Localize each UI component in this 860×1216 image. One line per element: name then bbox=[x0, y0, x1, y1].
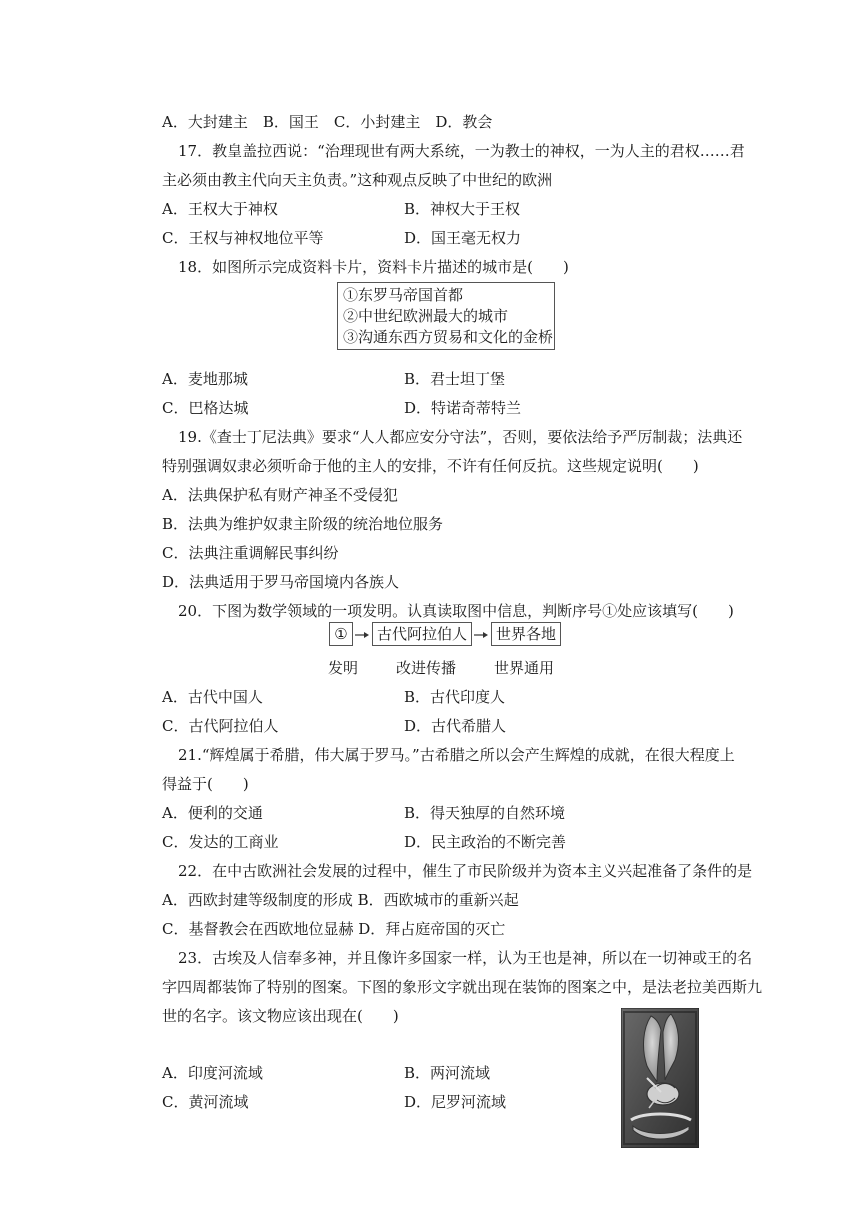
q21-stem-line1: 21.“辉煌属于希腊，伟大属于罗马。”古希腊之所以会产生辉煌的成就，在很大程度上 bbox=[178, 746, 735, 764]
q23-option-c: C．黄河流域 bbox=[162, 1093, 249, 1111]
q17-option-a: A．王权大于神权 bbox=[162, 200, 278, 218]
q23-option-b: B．两河流域 bbox=[404, 1064, 491, 1082]
q18-option-c: C．巴格达城 bbox=[162, 399, 249, 417]
info-card-line: ①东罗马帝国首都 bbox=[343, 286, 464, 304]
q21-option-c: C．发达的工商业 bbox=[162, 833, 279, 851]
flow-box-1: ① bbox=[329, 622, 353, 646]
q23-stem-line2: 字四周都装饰了特别的图案。下图的象形文字就出现在装饰的图案之中，是法老拉美西斯九 bbox=[162, 978, 763, 996]
arrow-right-icon bbox=[474, 630, 488, 640]
q21-option-b: B．得天独厚的自然环境 bbox=[404, 804, 566, 822]
info-card-line: ②中世纪欧洲最大的城市 bbox=[343, 307, 509, 325]
q17-option-b: B．神权大于王权 bbox=[404, 200, 521, 218]
q19-option-d: D．法典适用于罗马帝国境内各族人 bbox=[162, 573, 400, 591]
q21-stem-line2: 得益于( ) bbox=[162, 775, 249, 793]
info-card-line: ③沟通东西方贸易和文化的金桥 bbox=[343, 328, 554, 346]
q23-stem-line3: 世的名字。该文物应该出现在( ) bbox=[162, 1007, 399, 1025]
q17-option-d: D．国王毫无权力 bbox=[404, 229, 522, 247]
q19-option-b: B．法典为维护奴隶主阶级的统治地位服务 bbox=[162, 515, 444, 533]
q18-option-b: B．君士坦丁堡 bbox=[404, 370, 506, 388]
arrow-right-icon bbox=[355, 630, 369, 640]
q23-option-a: A．印度河流域 bbox=[162, 1064, 263, 1082]
flow-caption: 世界通用 bbox=[494, 659, 555, 677]
q18-stem: 18．如图所示完成资料卡片，资料卡片描述的城市是( ) bbox=[178, 258, 569, 276]
q18-option-a: A．麦地那城 bbox=[162, 370, 248, 388]
q16-options: A．大封建主 B．国王 C．小封建主 D．教会 bbox=[162, 113, 493, 131]
q19-stem-line2: 特别强调奴隶必须听命于他的主人的安排，不许有任何反抗。这些规定说明( ) bbox=[162, 457, 699, 475]
hieroglyph-stone-image bbox=[621, 1008, 699, 1148]
q20-option-c: C．古代阿拉伯人 bbox=[162, 717, 279, 735]
q17-option-c: C．王权与神权地位平等 bbox=[162, 229, 324, 247]
flow-box-3: 世界各地 bbox=[491, 622, 561, 646]
q23-option-d: D．尼罗河流域 bbox=[404, 1093, 507, 1111]
q20-option-b: B．古代印度人 bbox=[404, 688, 506, 706]
q20-stem: 20．下图为数学领域的一项发明。认真读取图中信息，判断序号①处应该填写( ) bbox=[178, 602, 734, 620]
q20-option-d: D．古代希腊人 bbox=[404, 717, 507, 735]
flow-caption: 改进传播 bbox=[396, 659, 457, 677]
q18-option-d: D．特诺奇蒂特兰 bbox=[404, 399, 522, 417]
q21-option-d: D．民主政治的不断完善 bbox=[404, 833, 567, 851]
q23-stem-line1: 23．古埃及人信奉多神，并且像许多国家一样，认为王也是神，所以在一切神或王的名 bbox=[178, 949, 753, 967]
info-card bbox=[337, 282, 555, 350]
q17-stem-line1: 17．教皇盖拉西说：“治理现世有两大系统，一为教士的神权，一为人主的君权……君 bbox=[178, 142, 745, 160]
flow-caption: 发明 bbox=[328, 659, 359, 677]
q17-stem-line2: 主必须由教主代向天主负责。”这种观点反映了中世纪的欧洲 bbox=[162, 171, 553, 189]
q19-option-a: A．法典保护私有财产神圣不受侵犯 bbox=[162, 486, 398, 504]
q22-options-cd: C．基督教会在西欧地位显赫 D．拜占庭帝国的灭亡 bbox=[162, 920, 506, 938]
q22-options-ab: A．西欧封建等级制度的形成 B．西欧城市的重新兴起 bbox=[162, 891, 519, 909]
q20-option-a: A．古代中国人 bbox=[162, 688, 263, 706]
q22-stem: 22．在中古欧洲社会发展的过程中，催生了市民阶级并为资本主义兴起准备了条件的是 bbox=[178, 862, 753, 880]
q19-stem-line1: 19.《查士丁尼法典》要求“人人都应安分守法”，否则，要依法给予严厉制裁；法典还 bbox=[178, 428, 743, 446]
flow-box-2: 古代阿拉伯人 bbox=[372, 622, 472, 646]
q21-option-a: A．便利的交通 bbox=[162, 804, 263, 822]
q19-option-c: C．法典注重调解民事纠纷 bbox=[162, 544, 339, 562]
